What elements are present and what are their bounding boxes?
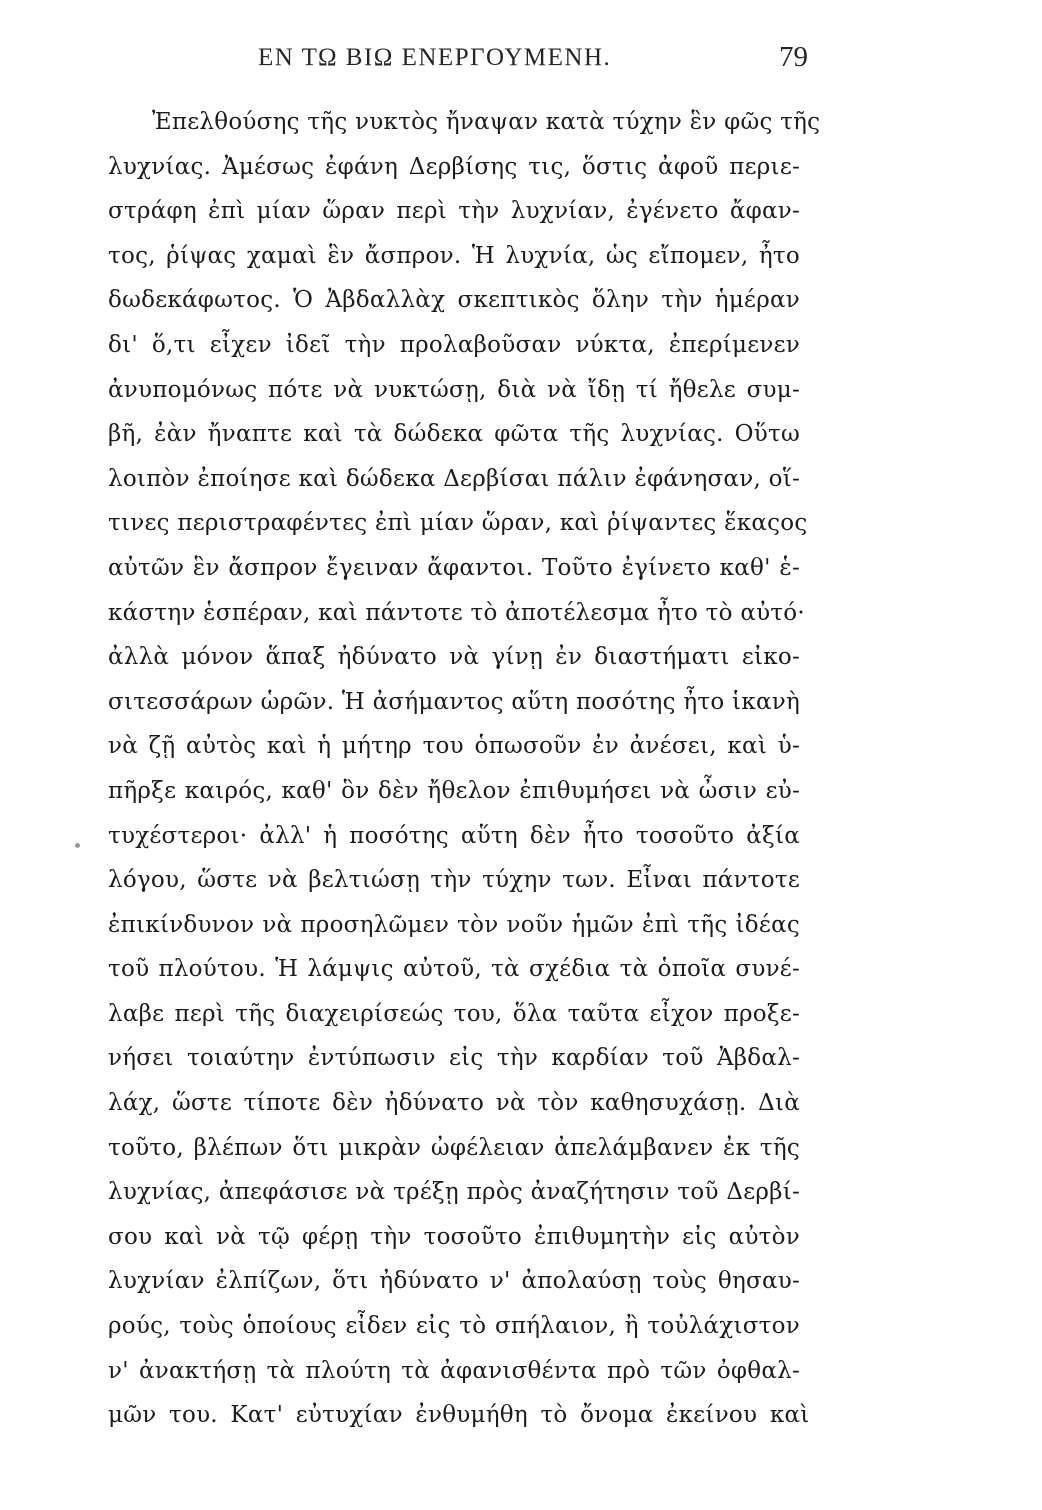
- text-line: τος, ῥίψας χαμαὶ ἓν ἄσπρον. Ἡ λυχνία, ὡς εἴπομεν, ἦτο: [108, 242, 800, 269]
- margin-speck: [75, 843, 80, 848]
- text-line: αὐτῶν ἓν ἄσπρον ἔγειναν ἄφαντοι. Τοῦτο ἐγίνετο καθ' ἑ-: [108, 554, 800, 581]
- text-line: σιτεσσάρων ὡρῶν. Ἡ ἀσήμαντος αὕτη ποσότης ἦτο ἱκανὴ: [108, 688, 800, 715]
- text-line: λυχνίας. Ἀμέσως ἐφάνη Δερβίσης τις, ὅστις ἀφοῦ περιε-: [108, 153, 800, 180]
- text-line: δι' ὅ,τι εἶχεν ἰδεῖ τὴν προλαβοῦσαν νύκτα, ἐπερίμενεν: [108, 331, 800, 358]
- running-title: ΕΝ ΤΩ ΒΙΩ ΕΝΕΡΓΟΥΜΕΝΗ.: [258, 44, 612, 71]
- text-line: δωδεκάφωτος. Ὁ Ἀβδαλλὰχ σκεπτικὸς ὅλην τὴν ἡμέραν: [108, 287, 800, 314]
- text-line: ἀνυπομόνως πότε νὰ νυκτώσῃ, διὰ νὰ ἴδῃ τί ἤθελε συμ-: [108, 376, 800, 403]
- text-line: λυχνίας, ἀπεφάσισε νὰ τρέξῃ πρὸς ἀναζήτησιν τοῦ Δερβί-: [108, 1179, 800, 1206]
- text-line: νήσει τοιαύτην ἐντύπωσιν εἰς τὴν καρδίαν τοῦ Ἀβδαλ-: [108, 1045, 800, 1072]
- page-number: 79: [779, 41, 808, 73]
- text-line: σου καὶ νὰ τῷ φέρῃ τὴν τοσοῦτο ἐπιθυμητὴν εἰς αὐτὸν: [108, 1223, 800, 1250]
- text-line: λοιπὸν ἐποίησε καὶ δώδεκα Δερβίσαι πάλιν ἐφάνησαν, οἵ-: [108, 465, 800, 492]
- text-line: λυχνίαν ἐλπίζων, ὅτι ἠδύνατο ν' ἀπολαύσῃ τοὺς θησαυ-: [108, 1268, 800, 1295]
- text-line: τοῦτο, βλέπων ὅτι μικρὰν ὠφέλειαν ἀπελάμβανεν ἐκ τῆς: [108, 1134, 800, 1161]
- text-line: ἐπικίνδυνον νὰ προσηλῶμεν τὸν νοῦν ἡμῶν ἐπὶ τῆς ἰδέας: [108, 911, 800, 938]
- text-line: στράφη ἐπὶ μίαν ὥραν περὶ τὴν λυχνίαν, ἐγένετο ἄφαν-: [108, 198, 800, 225]
- text-line: τυχέστεροι· ἀλλ' ἡ ποσότης αὕτη δὲν ἦτο τοσοῦτο ἀξία: [108, 822, 800, 849]
- text-line: λόγου, ὥστε νὰ βελτιώσῃ τὴν τύχην των. Εἶναι πάντοτε: [108, 867, 800, 894]
- text-line: ἀλλὰ μόνον ἅπαξ ἠδύνατο νὰ γίνῃ ἐν διαστήματι εἰκο-: [108, 644, 800, 671]
- text-line: νὰ ζῇ αὐτὸς καὶ ἡ μήτηρ του ὁπωσοῦν ἐν ἀνέσει, καὶ ὑ-: [108, 733, 800, 760]
- text-line: τοῦ πλούτου. Ἡ λάμψις αὐτοῦ, τὰ σχέδια τὰ ὁποῖα συνέ-: [108, 956, 800, 983]
- text-line: κάστην ἑσπέραν, καὶ πάντοτε τὸ ἀποτέλεσμα ἦτο τὸ αὐτό·: [108, 599, 805, 626]
- text-line: ρούς, τοὺς ὁποίους εἶδεν εἰς τὸ σπήλαιον, ἢ τοὐλάχιστον: [108, 1313, 800, 1340]
- text-line: λάχ, ὥστε τίποτε δὲν ἠδύνατο νὰ τὸν καθησυχάσῃ. Διὰ: [108, 1090, 800, 1117]
- text-line: μῶν του. Κατ' εὐτυχίαν ἐνθυμήθη τὸ ὄνομα ἐκείνου καὶ: [108, 1402, 810, 1429]
- text-line: ν' ἀνακτήσῃ τὰ πλούτη τὰ ἀφανισθέντα πρὸ τῶν ὀφθαλ-: [108, 1357, 800, 1384]
- running-head: [108, 41, 808, 84]
- text-line: βῆ, ἐὰν ἤναπτε καὶ τὰ δώδεκα φῶτα τῆς λυχνίας. Οὕτω: [108, 421, 800, 448]
- body-text: [108, 100, 821, 1510]
- text-line: πῆρξε καιρός, καθ' ὃν δὲν ἤθελον ἐπιθυμήσει νὰ ὦσιν εὐ-: [108, 777, 800, 804]
- text-line: λαβε περὶ τῆς διαχειρίσεώς του, ὅλα ταῦτα εἶχον προξε-: [108, 1000, 800, 1027]
- text-line: τινες περιστραφέντες ἐπὶ μίαν ὥραν, καὶ ῥίψαντες ἕκαςος: [108, 510, 808, 537]
- text-line: Ἐπελθούσης τῆς νυκτὸς ἤναψαν κατὰ τύχην ἓν φῶς τῆς: [152, 109, 821, 135]
